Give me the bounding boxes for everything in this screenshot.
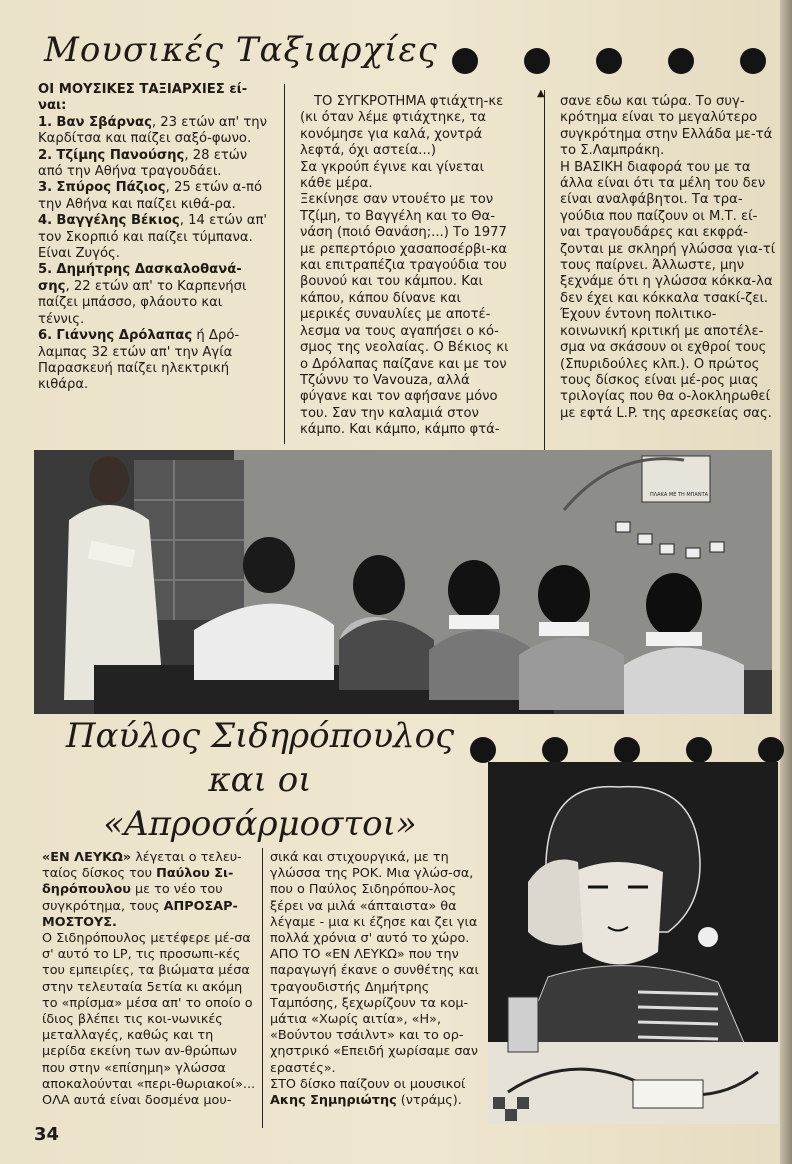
title-line: «Απροσάρμοστοι» [103,804,417,844]
dot [668,48,694,74]
dot [596,48,622,74]
text: (ντράμς). [396,1093,462,1109]
dot [470,737,496,763]
title-line: και οι [208,760,312,800]
member-name: Σπύρος Πάζιος [56,180,166,196]
continuation-column [560,94,776,422]
decorative-dots-top [452,48,766,74]
member-item [38,115,270,148]
paragraph: ΟΛΑ αυτά είναι δοσμένα μου- [42,1093,232,1109]
dot [758,737,784,763]
title-line: Παύλος Σιδηρόπουλος [65,716,455,756]
member-name: Τζίμης Πανούσης [56,147,185,163]
musician-name: Ακης Σημηριώτης [270,1093,397,1109]
sidiropoulos-illustration [488,762,778,1124]
paragraph: Σα γκρούπ έγινε και γίνεται κάθε μέρα. [300,159,485,192]
paragraph: ΑΠΟ ΤΟ «ΕΝ ΛΕΥΚΩ» που την παραγωγή έκανε ο συνθέτης και τραγουδιστής Δημήτρης Ταμπόσης, ξεχωρίζουν τα κομ-μάτια «Χωρίς αιτία», «Η», «Βούντου τσάιλντ» και το ορ-χηστρικό «Επειδή χωρίσαμε σαν εραστές». [270,947,479,1076]
member-name: Δημήτρης Δασκαλοθανά-σης [38,262,242,294]
album-column-left [42,850,258,1109]
member-name: 3. [38,180,53,196]
band-photo [34,450,772,714]
page-edge [780,0,792,1164]
member-name: Βαν Σβάρνας [56,114,152,130]
member-name: Γιάννης Δρόλαπας [56,328,193,344]
member-desc: , 28 ετών από την Αθήνα τραγουδάει. [38,147,248,180]
paragraph: Ξεκίνησε σαν ντουέτο με τον Τζίμη, το Βαγγέλη και το Θα-νάση (ποιό Θανάση;...) Το 1977 με ρεπερτόριο χασαποσέρβι-κα και επιτραπέζια τραγούδια του βουνού και του κάμπου. Και κάπου, κάπου δίνανε και μερικές συναυλίες με αποτέ-λεσμα να τους αγαπήσει ο κό-σμος της νεολαίας. Ο Βέκιος κι ο Δρόλαπας παίζανε και με τον Τζώννυ το Vavouza, αλλά φύγανε και τον αφήσανε μόνο του. Σαν την καλαμιά στον κάμπο. Και κάμπο, κάμπο φτά- [300,192,509,438]
member-desc: , 25 ετών α-πό την Αθήνα και παίζει κιθά-ρα. [38,180,263,212]
dot [452,48,478,74]
text: ΣΤΟ δίσκο παίζουν οι μουσικοί [270,1076,466,1092]
arrow-icon: ▲ [537,88,545,99]
member-desc: , 14 ετών απ' τον Σκορπιό και παίζει τύμπανα. Είναι Ζυγός. [38,213,268,262]
text-run: λέγεται ο τελευ-ταίος δίσκος του [42,850,242,882]
column-divider [284,84,285,444]
dot [524,48,550,74]
section-title [40,714,480,846]
history-column [300,94,516,439]
text-run: με το νέο του συγκρότημα, τους [42,882,223,914]
member-item [38,180,270,213]
member-name: 2. [38,147,53,163]
text-run: ΑΠΡΟΣΑΡ-ΜΟΣΤΟΥΣ. [42,898,238,930]
paragraph [270,1077,486,1109]
album-column-right [270,850,486,1109]
paragraph: ΤΟ ΣΥΓΚΡΟΤΗΜΑ φτιάχτη-κε (κι όταν λέμε φτιάχτηκε, τα κονόμησε για καλά, χοντρά λεφτά, όχι αστεία...) [300,94,504,159]
poster-caption: ΠΛΑΚΑ ΜΕ ΤΗ ΜΠΑΝΤΑ [650,492,709,498]
member-name: 4. [38,213,53,229]
member-name: 6. [38,328,53,344]
member-name: 1. [38,114,53,130]
member-item [38,262,270,328]
article-title: Μουσικές Ταξιαρχίες [44,30,438,70]
member-desc: , 23 ετών απ' την Καρδίτσα και παίζει σαξό-φωνο. [38,114,268,147]
paragraph: Ο Σιδηρόπουλος μετέφερε μέ-σα σ' αυτό το LP, τις προσωπι-κές του εμπειρίες, τα βιώματα μέσα στην τελευταία 5ετία κι ακόμη το «πρίσμα» μέσα απ' το οποίο ο ίδιος βλέπει τις κοι-νωνικές μεταλλαγές, καθώς και τη μερίδα εκείνη των αν-θρώπων που στην «επίσημη» γλώσσα αποκαλούνται «περι-θωριακοί»... [42,931,256,1092]
paragraph: σανε εδω και τώρα. Το συγ-κρότημα είναι το μεγαλύτερο συγκρότημα στην Ελλάδα με-τά το Σ.Λαμπράκη. [560,94,773,159]
member-name: 5. [38,262,53,278]
column-divider [262,848,263,1128]
members-list [38,115,270,394]
page-number: 34 [34,1124,60,1145]
member-item [38,328,270,394]
paragraph [42,850,258,931]
column-divider [544,90,545,450]
paragraph: Η ΒΑΣΙΚΗ διαφορά του με τα άλλα είναι ότι τα μέλη του δεν είναι αναλφάβητοι. Τα τρα-γούδια που παίζουν οι Μ.Τ. εί-ναι τραγουδάρες και εκφρά-ζονται με σκληρή γλώσσα για-τί τους παίρνει. Άλλωστε, μην ξεχνάμε ότι η γλώσσα κόκκα-λα δεν έχει και κόκκαλα τσακί-ζει. Έχουν έντονη πολιτικο-κοινωνική κριτική με αποτέλε-σμα να σκάσουν οι εχθροί τους (Σπυριδούλες κλπ.). Ο πρώτος τους δίσκος είναι μέ-ρος μιας τριλογίας που θα ο-λοκληρωθεί με εφτά L.P. της αρεσκείας σας. [560,159,776,421]
member-desc: , 22 ετών απ' το Καρπενήσι παίζει μπάσσο, φλάουτο και τέννις. [38,278,247,327]
paragraph: σικά και στιχουργικά, με τη γλώσσα της ΡΟΚ. Μια γλώσ-σα, που ο Παύλος Σιδηρόπου-λος ξέρει να μιλά «άπταιστα» θα λέγαμε - μια κι έζησε και ζει για πολλά χρόνια σ' αυτό το χώρο. [270,850,478,947]
dot [740,48,766,74]
decorative-dots-bottom [470,737,792,763]
text-run: «ΕΝ ΛΕΥΚΩ» [42,850,132,865]
members-column [38,82,270,394]
member-desc: ή Δρό-λαμπας 32 ετών απ' την Αγία Παρασκευή παίζει ηλεκτρική κιθάρα. [38,328,240,393]
member-item [38,213,270,262]
member-item [38,148,270,181]
members-intro [38,82,270,115]
intro-text: ΟΙ ΜΟΥΣΙΚΕΣ ΤΑΞΙΑΡΧΙΕΣ εί-ναι: [38,82,248,114]
dot [686,737,712,763]
text-run: Παύλου Σι-δηρόπουλου [42,866,234,898]
dot [614,737,640,763]
member-name: Βαγγέλης Βέκιος [56,213,180,229]
dot [542,737,568,763]
